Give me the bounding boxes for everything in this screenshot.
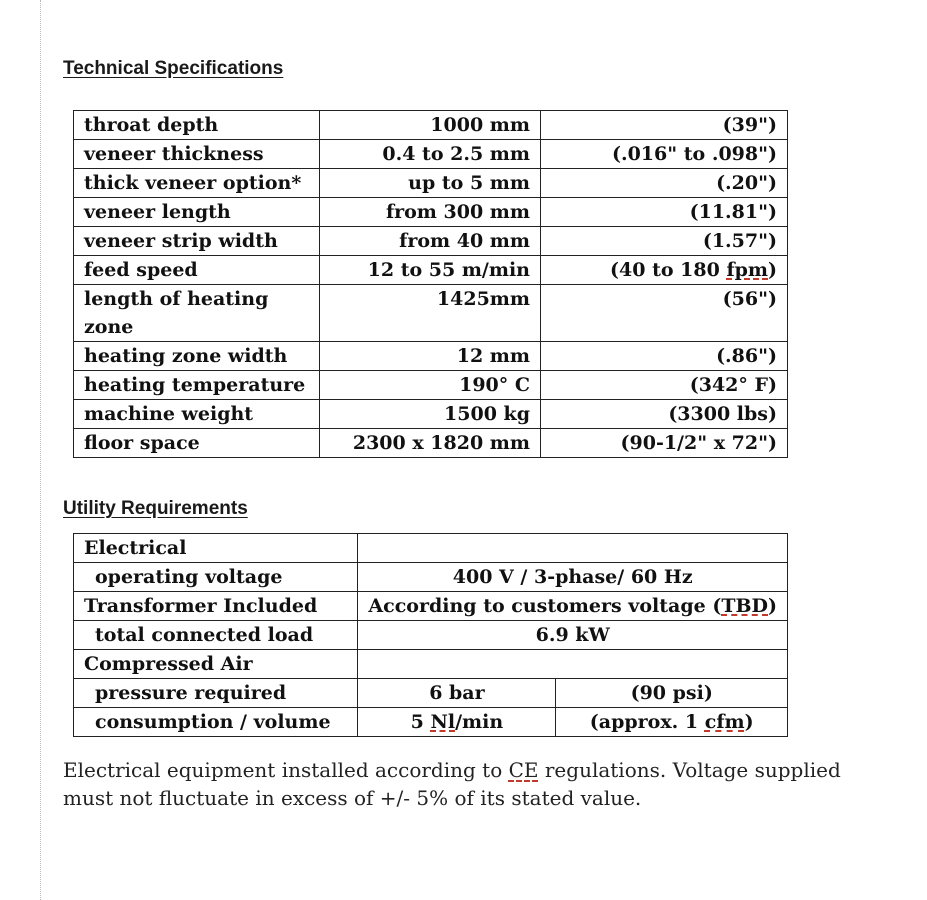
table-row	[74, 285, 788, 342]
spec-metric-value: 1000 mm	[320, 111, 541, 140]
consumption-text: /min	[455, 711, 504, 733]
consumption-text: 5	[410, 711, 431, 733]
table-row	[74, 534, 788, 563]
table-row	[74, 429, 788, 458]
pressure-label: pressure required	[74, 679, 358, 708]
spec-metric-value: up to 5 mm	[320, 169, 541, 198]
spec-label: floor space	[74, 429, 320, 458]
spec-imperial-value: (3300 lbs)	[541, 400, 788, 429]
table-row	[74, 111, 788, 140]
operating-voltage-value: 400 V / 3-phase/ 60 Hz	[358, 563, 788, 592]
spec-imperial-value: (90-1/2" x 72")	[541, 429, 788, 458]
spec-imperial-value: (56")	[541, 285, 788, 342]
spec-metric-value: 0.4 to 2.5 mm	[320, 140, 541, 169]
utility-requirements-table	[73, 533, 788, 737]
electrical-note-paragraph	[63, 756, 843, 812]
spec-label: length of heating zone	[74, 285, 320, 342]
spellcheck-flagged-word: CE	[508, 758, 539, 782]
table-row	[74, 371, 788, 400]
spec-metric-value: 12 mm	[320, 342, 541, 371]
spec-label: veneer length	[74, 198, 320, 227]
consumption-text: (approx. 1	[589, 711, 705, 733]
spec-metric-value: 190° C	[320, 371, 541, 400]
table-row	[74, 227, 788, 256]
spec-metric-value: 1425mm	[320, 285, 541, 342]
pressure-metric-value: 6 bar	[358, 679, 556, 708]
spec-imperial-value: (.20")	[541, 169, 788, 198]
spellcheck-flagged-word: Nl	[430, 711, 456, 733]
table-row	[74, 342, 788, 371]
spec-imperial-value: (342° F)	[541, 371, 788, 400]
spec-label: veneer thickness	[74, 140, 320, 169]
consumption-metric-value	[358, 708, 556, 737]
section-label-electrical: Electrical	[74, 534, 358, 563]
spec-imperial-value: (.016" to .098")	[541, 140, 788, 169]
table-row	[74, 650, 788, 679]
transformer-value	[358, 592, 788, 621]
empty-cell	[358, 650, 788, 679]
spec-metric-value: from 40 mm	[320, 227, 541, 256]
spec-label: veneer strip width	[74, 227, 320, 256]
pressure-imperial-value: (90 psi)	[556, 679, 788, 708]
note-text: regulations. Voltage supplied	[538, 758, 841, 782]
spec-imperial-value: (1.57")	[541, 227, 788, 256]
spec-label: heating temperature	[74, 371, 320, 400]
technical-specifications-table	[73, 110, 788, 458]
spec-metric-value: 12 to 55 m/min	[320, 256, 541, 285]
spec-metric-value: 2300 x 1820 mm	[320, 429, 541, 458]
empty-cell	[358, 534, 788, 563]
note-line: must not fluctuate in excess of +/- 5% of its stated value.	[63, 786, 642, 810]
table-row	[74, 592, 788, 621]
spec-label: heating zone width	[74, 342, 320, 371]
page-margin-guide	[40, 0, 41, 900]
note-text: Electrical equipment installed according to	[63, 758, 509, 782]
spec-label: throat depth	[74, 111, 320, 140]
spec-imperial-value: (11.81")	[541, 198, 788, 227]
spec-label: feed speed	[74, 256, 320, 285]
transformer-text: )	[768, 595, 777, 617]
table-row	[74, 708, 788, 737]
spellcheck-flagged-word: cfm	[704, 711, 745, 733]
spec-label: machine weight	[74, 400, 320, 429]
spec-imperial-value: (.86")	[541, 342, 788, 371]
spec-imperial-value: (39")	[541, 111, 788, 140]
technical-specifications-heading: Technical Specifications	[63, 58, 284, 79]
spec-metric-value: 1500 kg	[320, 400, 541, 429]
spellcheck-flagged-word: fpm	[726, 259, 768, 281]
imperial-text: (40 to 180	[610, 259, 727, 281]
table-row	[74, 679, 788, 708]
spellcheck-flagged-word: TBD	[721, 595, 768, 617]
table-row	[74, 256, 788, 285]
table-row	[74, 400, 788, 429]
section-label-compressed-air: Compressed Air	[74, 650, 358, 679]
connected-load-value: 6.9 kW	[358, 621, 788, 650]
table-row	[74, 140, 788, 169]
note-line	[63, 756, 843, 784]
transformer-text: According to customers voltage (	[368, 595, 722, 617]
table-row	[74, 621, 788, 650]
table-row	[74, 198, 788, 227]
utility-requirements-heading: Utility Requirements	[63, 498, 248, 519]
spec-imperial-value	[541, 256, 788, 285]
connected-load-label: total connected load	[74, 621, 358, 650]
imperial-text: )	[768, 259, 777, 281]
operating-voltage-label: operating voltage	[74, 563, 358, 592]
spec-metric-value: from 300 mm	[320, 198, 541, 227]
consumption-imperial-value	[556, 708, 788, 737]
consumption-label: consumption / volume	[74, 708, 358, 737]
table-row	[74, 563, 788, 592]
spec-label: thick veneer option*	[74, 169, 320, 198]
consumption-text: )	[744, 711, 754, 733]
table-row	[74, 169, 788, 198]
transformer-label: Transformer Included	[74, 592, 358, 621]
